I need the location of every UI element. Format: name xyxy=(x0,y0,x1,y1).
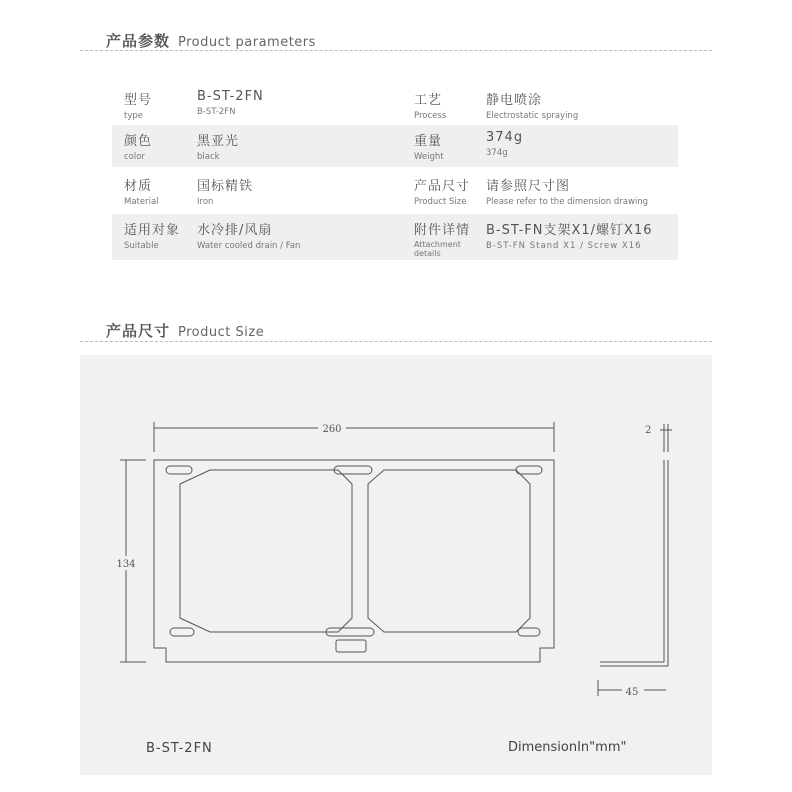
value-weight-en: 374g xyxy=(486,148,508,158)
label-product-size-zh: 产品尺寸 xyxy=(414,179,471,194)
slot-bottom-left xyxy=(170,628,194,636)
model-caption: B-ST-2FN xyxy=(146,741,213,756)
section-title-parameters-en: Product parameters xyxy=(178,35,316,50)
dimension-unit-note: DimensionIn"mm" xyxy=(508,740,627,755)
value-type-en: B-ST-2FN xyxy=(197,107,236,117)
label-color-en: color xyxy=(124,152,145,162)
section-title-product-size-zh: 产品尺寸 xyxy=(106,322,171,340)
fan-opening-left xyxy=(180,470,352,632)
slot-top-center xyxy=(334,466,372,474)
thickness-label: 2 xyxy=(645,425,652,436)
label-color-zh: 颜色 xyxy=(124,134,153,149)
height-label: 134 xyxy=(116,559,136,570)
value-process-zh: 静电喷涂 xyxy=(486,93,543,108)
label-suitable-zh: 适用对象 xyxy=(124,223,181,238)
width-label: 260 xyxy=(322,424,342,435)
value-type-zh: B-ST-2FN xyxy=(197,89,264,104)
value-product-size-zh: 请参照尺寸图 xyxy=(486,179,571,194)
value-suitable-en: Water cooled drain / Fan xyxy=(197,241,301,251)
slot-top-right xyxy=(516,466,542,474)
label-material-zh: 材质 xyxy=(124,179,153,194)
value-color-zh: 黑亚光 xyxy=(197,134,240,149)
slot-bottom-right xyxy=(518,628,540,636)
label-weight-en: Weight xyxy=(414,152,444,162)
label-product-size-en: Product Size xyxy=(414,197,467,207)
value-color-en: black xyxy=(197,152,220,162)
label-material-en: Material xyxy=(124,197,159,207)
label-suitable-en: Suitable xyxy=(124,241,159,251)
label-type-en: type xyxy=(124,111,143,121)
section-title-parameters-zh: 产品参数 xyxy=(106,32,171,50)
fan-opening-right xyxy=(368,470,530,632)
value-material-zh: 国标精铁 xyxy=(197,179,254,194)
label-attachment-zh: 附件详情 xyxy=(414,223,471,238)
slot-top-left xyxy=(166,466,192,474)
label-weight-zh: 重量 xyxy=(414,134,443,149)
slot-bottom-tab xyxy=(336,640,366,652)
depth-label: 45 xyxy=(625,687,639,698)
value-material-en: Iron xyxy=(197,197,214,207)
section-title-product-size-en: Product Size xyxy=(178,325,265,340)
label-attachment-en: Attachment details xyxy=(414,240,461,258)
value-process-en: Electrostatic spraying xyxy=(486,111,579,121)
label-process-en: Process xyxy=(414,111,447,121)
value-attachment-en: B-ST-FN Stand X1 / Screw X16 xyxy=(486,241,642,251)
label-process-zh: 工艺 xyxy=(414,93,443,108)
value-attachment-zh: B-ST-FN支架X1/螺钉X16 xyxy=(486,223,653,238)
value-product-size-en: Please refer to the dimension drawing xyxy=(486,197,649,207)
value-weight-zh: 374g xyxy=(486,130,524,145)
value-suitable-zh: 水冷排/风扇 xyxy=(197,223,273,238)
label-type-zh: 型号 xyxy=(124,93,153,108)
